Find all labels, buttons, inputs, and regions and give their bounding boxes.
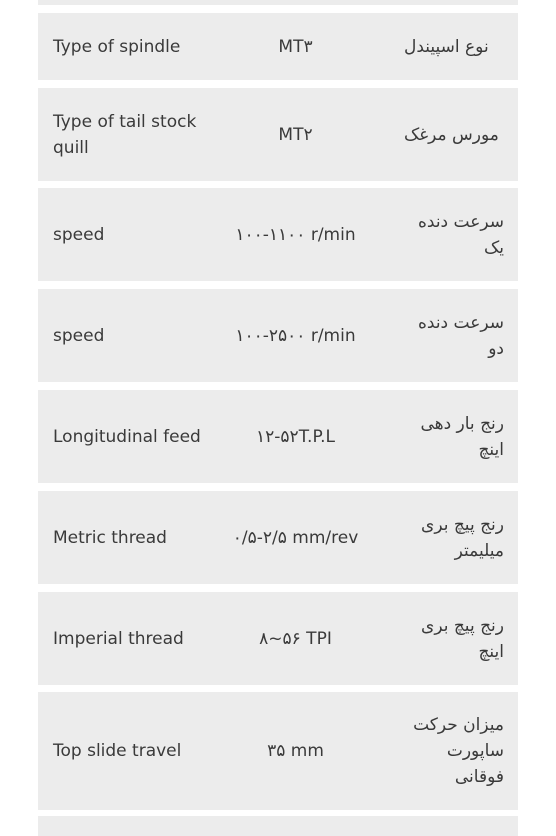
spec-name: speed xyxy=(53,224,105,245)
spec-name-fa: مورس مرغک xyxy=(404,124,499,145)
spec-name-fa: میزان حرکت ساپورت فوقانی xyxy=(413,715,504,787)
spec-value: ۳۵ mm xyxy=(267,741,324,761)
previous-row-fragment xyxy=(38,0,518,5)
next-row-fragment xyxy=(38,816,518,836)
spec-row-speed-2 xyxy=(38,289,518,382)
spec-row-metric-thread xyxy=(38,491,518,584)
spec-name: Metric thread xyxy=(53,527,167,548)
spec-value: ۸~۵۶ TPI xyxy=(259,628,332,649)
spec-name: Longitudinal feed xyxy=(53,426,201,447)
spec-row-imperial-thread xyxy=(38,592,518,685)
spec-name-fa: رنج پیچ بری اینچ xyxy=(421,615,504,662)
spec-name-fa: رنج پیچ بری میلیمتر xyxy=(421,514,504,561)
spec-row-longitudinal-feed xyxy=(38,390,518,483)
spec-name-fa: نوع اسپیندل xyxy=(404,36,489,57)
spec-name-fa: سرعت دنده دو xyxy=(418,312,504,359)
spec-value: ۱۰۰-۱۱۰۰ r/min xyxy=(235,224,356,245)
spec-name-fa: رنج بار دهی اینچ xyxy=(420,413,504,460)
spec-name: speed xyxy=(53,325,105,346)
spec-value: MT۳ xyxy=(278,36,313,57)
spec-value: MT۲ xyxy=(278,124,313,145)
spec-value: ۱۰۰-۲۵۰۰ r/min xyxy=(235,325,356,346)
spec-name: Imperial thread xyxy=(53,628,184,649)
spec-row-speed-1 xyxy=(38,188,518,281)
spec-name: Top slide travel xyxy=(53,741,182,761)
spec-row-spindle-type xyxy=(38,13,518,80)
spec-name: Type of tail stock quill xyxy=(53,111,197,158)
spec-value: ۱۲-۵۲T.P.L xyxy=(256,426,335,447)
spec-name: Type of spindle xyxy=(53,36,181,57)
spec-name-fa: سرعت دنده یک xyxy=(418,211,504,258)
spec-value: ۰/۵-۲/۵ mm/rev xyxy=(232,527,359,548)
spec-row-tailstock-quill xyxy=(38,88,518,181)
spec-row-top-slide-travel xyxy=(38,692,518,810)
